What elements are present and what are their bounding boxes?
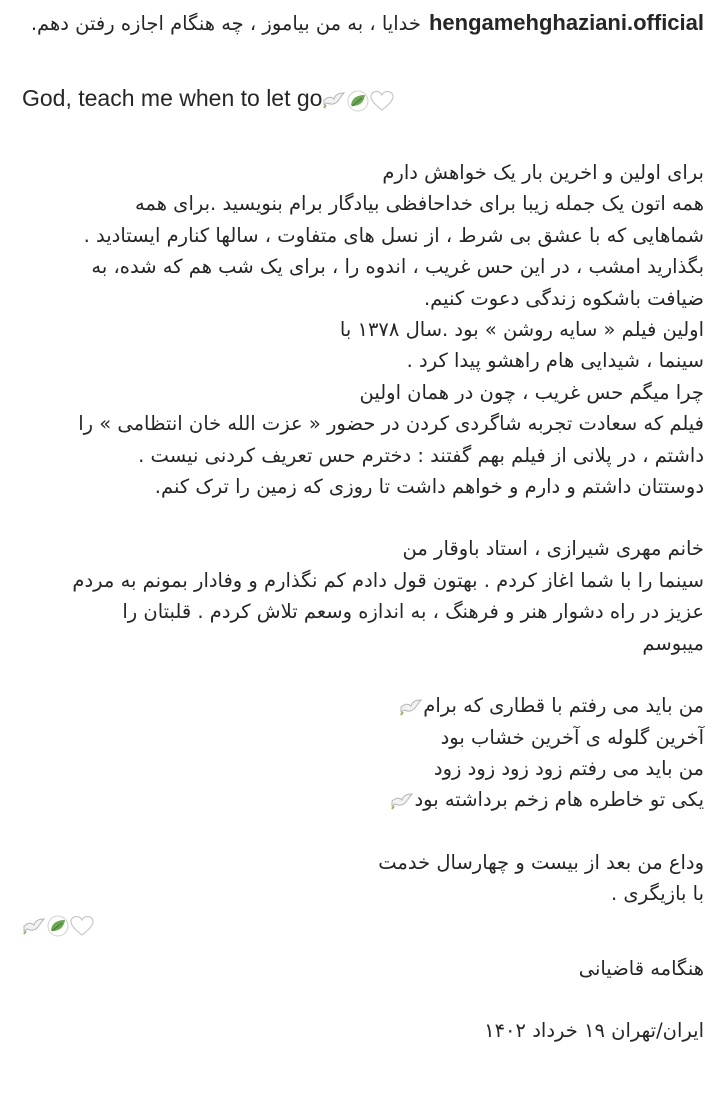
post-caption <box>22 8 704 1046</box>
dove-icon <box>399 698 423 716</box>
dove-icon <box>22 917 46 935</box>
poem-line <box>22 690 704 721</box>
caption-line: شماهایی که با عشق بی شرط ، از نسل های متفاوت ، سالها کنارم ایستادید . <box>83 223 704 247</box>
caption-line: با بازیگری . <box>611 882 704 906</box>
caption-english-line <box>22 83 704 113</box>
caption-signature <box>22 953 704 984</box>
caption-line: چرا میگم حس غریب ، چون در همان اولین <box>359 380 704 404</box>
caption-line: عزیز در راه دشوار هنر و فرهنگ ، به اندازه وسعم تلاش کردم . قلبتان را <box>122 600 704 624</box>
leaf-icon <box>346 89 370 111</box>
caption-paragraph-2 <box>22 533 704 659</box>
english-text: God, teach me when to let go <box>22 85 323 111</box>
white-heart-icon <box>370 89 394 111</box>
signature-text: هنگامه قاضیانی <box>578 956 704 980</box>
poem-line-text: یکی تو خاطره هام زخم برداشته بود <box>414 788 704 812</box>
caption-line: سینما ، شیدایی هام راهشو پیدا کرد . <box>406 349 704 373</box>
caption-farewell <box>22 847 704 910</box>
caption-poem <box>22 690 704 816</box>
caption-line: ضیافت باشکوه زندگی دعوت کنیم. <box>423 286 704 310</box>
emoji-row <box>22 910 704 941</box>
caption-line: داشتم ، در پلانی از فیلم بهم گفتند : دخترم حس تعریف کردنی نیست . <box>138 443 704 467</box>
poem-line: آخرین گلوله ی آخرین خشاب بود <box>440 725 704 749</box>
dove-icon <box>390 792 414 810</box>
poem-line: من باید می رفتم زود زود زود زود <box>433 756 704 780</box>
caption-line: همه اتون یک جمله زیبا برای خداحافظی بیادگار برام بنویسید .برای همه <box>134 192 704 216</box>
poem-line-text: من باید می رفتم با قطاری که برام <box>423 694 704 718</box>
caption-line: برای اولین و اخرین بار یک خواهش دارم <box>382 161 704 184</box>
caption-line: خانم مهری شیرازی ، استاد باوقار من <box>402 537 704 561</box>
caption-line: اولین فیلم « سایه روشن » بود .سال ۱۳۷۸ با <box>339 318 704 342</box>
caption-line: فیلم که سعادت تجربه شاگردی کردن در حضور « عزت الله خان انتظامی » را <box>78 412 704 436</box>
caption-opening-text: خدایا ، به من بیاموز ، چه هنگام اجازه رفتن دهم. <box>30 12 421 35</box>
caption-line: بگذارید امشب ، در این حس غریب ، اندوه را ، برای یک شب هم که شده، به <box>91 255 704 279</box>
username-link[interactable]: hengamehghaziani.official <box>428 10 704 35</box>
caption-line: سینما را با شما اغاز کردم . بهتون قول دادم کم نگذارم و وفادار بمونم به مردم <box>72 568 704 592</box>
caption-location-date <box>22 1015 704 1046</box>
caption-line: وداع من بعد از بیست و چهارسال خدمت <box>378 850 704 874</box>
caption-line: دوستتان داشتم و دارم و خواهم داشت تا روزی که زمین را ترک کنم. <box>154 475 704 499</box>
poem-line <box>22 784 704 815</box>
leaf-icon <box>46 915 70 937</box>
caption-line: میبوسم <box>642 631 704 655</box>
caption-first-line <box>22 8 704 39</box>
dove-icon <box>322 91 346 109</box>
white-heart-icon <box>70 915 94 937</box>
caption-paragraph-1 <box>22 157 704 502</box>
location-date-text: ایران/تهران ۱۹ خرداد ۱۴۰۲ <box>484 1018 704 1042</box>
